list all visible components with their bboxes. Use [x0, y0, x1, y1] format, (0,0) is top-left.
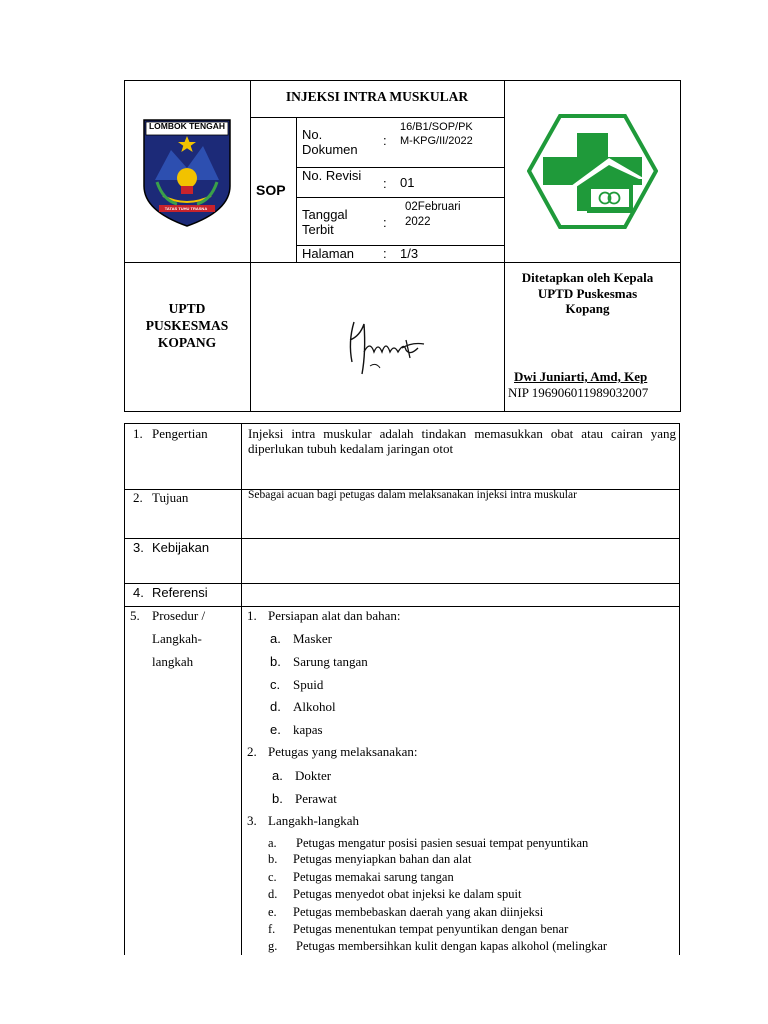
list-item-key: b.	[272, 791, 283, 806]
puskesmas-logo	[527, 113, 658, 230]
tanggal-terbit-value: 02Februari 2022	[405, 201, 461, 228]
prosedur-num: 5.	[130, 608, 140, 623]
no-revisi-sep: :	[383, 176, 387, 191]
list-item: Petugas mengatur posisi pasien sesuai tempat penyuntikan	[296, 836, 589, 850]
list-item: Spuid	[293, 677, 324, 692]
divider	[250, 80, 251, 412]
list-item: Perawat	[295, 791, 337, 806]
referensi-label: Referensi	[152, 585, 208, 600]
approval-nip: NIP 196906011989032007	[508, 385, 649, 400]
signature	[340, 312, 430, 382]
section-title: Petugas yang melaksanakan:	[268, 744, 418, 759]
organization-name: UPTD PUSKESMAS KOPANG	[145, 301, 229, 350]
divider	[296, 117, 297, 262]
divider	[124, 606, 680, 607]
tujuan-text: Sebagai acuan bagi petugas dalam melaksanakan injeksi intra muskular	[248, 489, 577, 501]
list-item-key: c.	[270, 677, 281, 692]
divider	[124, 262, 681, 263]
list-item-key: d.	[270, 699, 281, 714]
tujuan-num: 2.	[133, 490, 143, 505]
kebijakan-num: 3.	[133, 540, 144, 555]
list-item-key: f.	[268, 922, 276, 936]
no-dokumen-value: 16/B1/SOP/PKM-KPG/II/2022	[400, 121, 473, 147]
list-item: Dokter	[295, 768, 332, 783]
prosedur-label-3: langkah	[152, 654, 194, 669]
logo-motto: TATAS TUHU TRASNA	[164, 206, 208, 211]
list-item-key: e.	[270, 722, 281, 737]
approval-heading: Ditetapkan oleh Kepala UPTD Puskesmas Kopang	[521, 270, 654, 316]
list-item: kapas	[293, 722, 323, 737]
divider	[296, 197, 504, 198]
pengertian-text: Injeksi intra muskular adalah tindakan memasukkan obat atau cairan yang diperlukan tubuh kedalam jaringan otot	[248, 426, 676, 456]
prosedur-label-2: Langkah-	[152, 631, 202, 646]
list-item: Petugas membebaskan daerah yang akan diinjeksi	[293, 905, 544, 919]
approval-name: Dwi Juniarti, Amd, Kep	[514, 369, 648, 384]
divider	[250, 117, 504, 118]
list-item-key: a.	[268, 836, 277, 850]
list-item: Petugas memakai sarung tangan	[293, 870, 454, 884]
page-title: INJEKSI INTRA MUSKULAR	[285, 89, 469, 104]
referensi-num: 4.	[133, 585, 144, 600]
halaman-sep: :	[383, 246, 387, 261]
list-item-key: a.	[272, 768, 283, 783]
list-item: Sarung tangan	[293, 654, 368, 669]
section-num: 2.	[247, 744, 257, 759]
section-title: Langakh-langkah	[268, 813, 359, 828]
list-item-key: a.	[270, 631, 281, 646]
section-num: 1.	[247, 608, 257, 623]
divider	[504, 80, 505, 412]
list-item-key: d.	[268, 887, 278, 901]
no-revisi-value: 01	[400, 175, 415, 190]
list-item: Petugas menyedot obat injeksi ke dalam spuit	[293, 887, 522, 901]
pengertian-label: Pengertian	[152, 426, 208, 441]
list-item: Petugas menentukan tempat penyuntikan dengan benar	[293, 922, 569, 936]
list-item: Masker	[293, 631, 332, 646]
pengertian-num: 1.	[133, 426, 143, 441]
tanggal-terbit-sep: :	[383, 215, 387, 230]
divider	[124, 538, 680, 539]
prosedur-label-1: Prosedur /	[152, 608, 206, 623]
divider	[241, 423, 242, 955]
logo-text: LOMBOK TENGAH	[148, 121, 226, 131]
list-item-key: e.	[268, 905, 277, 919]
section-title: Persiapan alat dan bahan:	[268, 608, 401, 623]
no-dokumen-label: No. Dokumen	[302, 127, 358, 157]
list-item: Alkohol	[293, 699, 336, 714]
tujuan-label: Tujuan	[152, 490, 189, 505]
tanggal-terbit-label: Tanggal Terbit	[302, 207, 348, 237]
section-num: 3.	[247, 813, 257, 828]
list-item-key: c.	[268, 870, 277, 884]
sop-label: SOP	[256, 182, 286, 198]
divider	[124, 583, 680, 584]
no-revisi-label: No. Revisi	[302, 168, 362, 183]
kebijakan-label: Kebijakan	[152, 540, 210, 555]
list-item-key: g.	[268, 939, 278, 953]
list-item-key: b.	[268, 852, 278, 866]
halaman-label: Halaman	[302, 246, 355, 261]
list-item: Petugas membersihkan kulit dengan kapas alkohol (melingkar	[296, 939, 608, 953]
no-dokumen-sep: :	[383, 133, 387, 148]
list-item-key: b.	[270, 654, 281, 669]
halaman-value: 1/3	[400, 246, 419, 261]
list-item: Petugas menyiapkan bahan dan alat	[293, 852, 472, 866]
